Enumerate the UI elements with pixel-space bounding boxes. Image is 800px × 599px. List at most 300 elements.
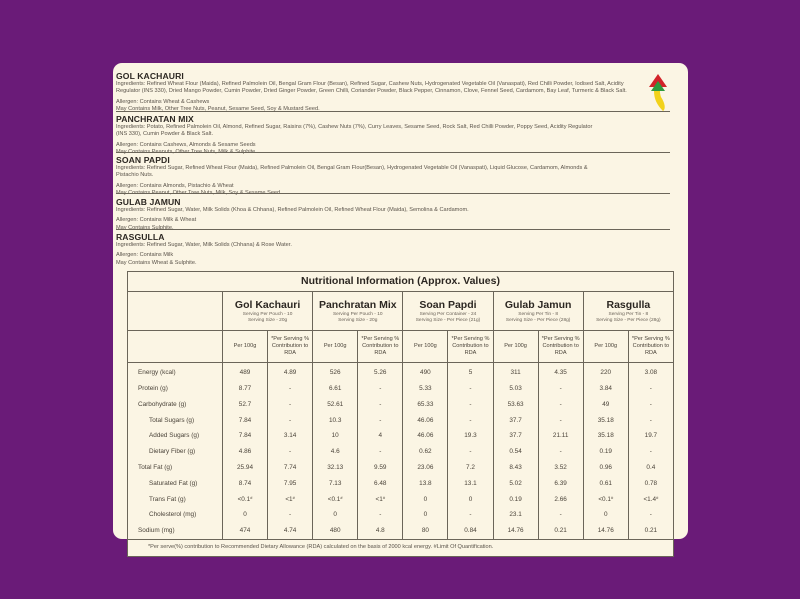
cell-value: 37.7 <box>509 416 522 424</box>
cell-value: 49 <box>602 400 610 408</box>
serving-per-pack: Serving Per Pouch - 10 <box>242 311 293 317</box>
rda-line-3: RDA <box>644 349 657 356</box>
per-100g-value <box>493 476 538 492</box>
per-100g-value <box>583 507 628 523</box>
cell-value: <1.4 <box>643 495 657 503</box>
serving-size: Serving Size - Per Piece (28g) <box>596 317 661 323</box>
per-100g-value <box>403 476 448 492</box>
nutrient-label: Carbohydrate (g) <box>138 400 187 408</box>
cell-value: 32.13 <box>327 463 344 471</box>
product-section <box>116 71 676 114</box>
rda-value <box>628 428 673 444</box>
cell-value: 0.96 <box>599 463 612 471</box>
serving-size: Serving Size - Per Piece (21g) <box>415 317 481 323</box>
per-100g-value <box>403 444 448 460</box>
per-100g-value <box>493 428 538 444</box>
rda-value <box>628 444 673 460</box>
product-name: Soan Papdi <box>419 298 477 311</box>
table-row <box>128 460 674 476</box>
may-contain-text: May Contains Milk, Other Tree Nuts, Peanut, Sesame Seed, Soy & Mustard Seed. <box>116 106 320 113</box>
serving-per-pack: Serving Per Tin - 8 <box>608 311 649 317</box>
cell-value: 526 <box>329 369 341 377</box>
rda-value <box>628 397 673 413</box>
rda-value <box>358 507 403 523</box>
cell-value: 0.78 <box>644 479 658 487</box>
cell-value: - <box>289 384 292 392</box>
cell-value: 0.61 <box>599 479 612 487</box>
cell-value: - <box>559 511 562 519</box>
loq-mark: # <box>340 494 343 500</box>
cell-value: 0.62 <box>419 448 432 456</box>
product-name: Panchratan Mix <box>318 298 397 311</box>
cell-value: 6.48 <box>374 479 387 487</box>
rda-value <box>448 397 493 413</box>
product-title: SOAN PAPDI <box>116 155 170 165</box>
may-contain-text: May Contains Peanuts, Other Tree Nuts, Milk & Sulphite. <box>116 149 257 156</box>
cell-value: 5 <box>468 369 473 377</box>
nutrition-title: Nutritional Information (Approx. Values) <box>128 272 674 292</box>
cell-value: - <box>289 400 292 408</box>
rda-line-1: *Per Serving % <box>361 336 400 343</box>
serving-size: Serving Size - 20g <box>338 317 378 323</box>
cell-value: - <box>559 448 562 456</box>
cell-value: 35.18 <box>597 416 614 424</box>
per-100g-value <box>493 523 538 539</box>
per-100g-value <box>403 412 448 428</box>
cell-value: - <box>649 511 652 519</box>
cell-value: 0.84 <box>464 527 477 535</box>
rda-value <box>538 381 583 397</box>
cell-value: <0.1 <box>598 495 611 503</box>
rda-value <box>358 444 403 460</box>
cell-value: 0 <box>468 495 473 503</box>
allergen-text: Allergen: Contains Milk <box>116 252 174 259</box>
per-100g-header: Per 100g <box>583 331 628 363</box>
per-100g-value <box>313 381 358 397</box>
cell-value: 0.19 <box>509 495 522 503</box>
per-100g-value <box>583 412 628 428</box>
rda-value <box>448 491 493 507</box>
product-title: PANCHRATAN MIX <box>116 114 194 124</box>
cell-value: 0.19 <box>599 448 612 456</box>
per-100g-value <box>223 460 268 476</box>
cell-value: 13.1 <box>464 479 477 487</box>
rda-value <box>628 476 673 492</box>
cell-value: 8.74 <box>238 479 252 487</box>
loq-mark: # <box>656 494 659 500</box>
cell-value: - <box>559 384 562 392</box>
rda-value <box>358 523 403 539</box>
rda-header <box>628 331 673 363</box>
rda-value <box>538 523 583 539</box>
product-name: Gulab Jamun <box>504 298 572 311</box>
rda-line-3: RDA <box>464 349 477 356</box>
ingredients-text-cont: Regulator (INS 330), Dried Mango Powder, Cumin Powder, Dried Ginger Powder, Green Chilli, Coriander Powder, Black Pepper, Cinnamon, Clove, Fennel Seed, Cardamom, Bay Leaf, Turmeric & Black Salt. <box>116 88 627 95</box>
allergen-text: Allergen: Contains Milk & Wheat <box>116 217 197 224</box>
per-100g-value <box>583 363 628 381</box>
per-100g-value <box>493 507 538 523</box>
rda-value <box>268 381 313 397</box>
footnote: *Per serve(%) contribution to Recommended Dietary Allowance (RDA) calculated on the basis of 2000 kcal energy. #Limit Of Quantification. <box>128 539 674 556</box>
product-name: Gol Kachauri <box>234 298 301 311</box>
rda-value <box>268 460 313 476</box>
product-column-header <box>403 292 493 331</box>
section-divider <box>116 152 670 153</box>
cell-value: - <box>469 448 472 456</box>
nutrient-label: Protein (g) <box>138 384 168 392</box>
rda-line-3: RDA <box>554 349 567 356</box>
rda-line-2: Contribution to <box>542 343 579 350</box>
cell-value: 13.8 <box>419 479 432 487</box>
nutrient-label: Total Sugars (g) <box>149 416 195 424</box>
rda-value <box>538 397 583 413</box>
may-contain-text: May Contains Wheat & Sulphite. <box>116 259 197 266</box>
rda-header <box>358 331 403 363</box>
cell-value: 6.61 <box>328 384 342 392</box>
cell-value: 489 <box>239 369 251 377</box>
per-100g-value <box>313 491 358 507</box>
nutrient-label: Saturated Fat (g) <box>149 479 198 487</box>
may-contain-text: May Contains Peanut, Other Tree Nuts, Milk, Soy & Sesame Seed. <box>116 190 282 197</box>
rda-value <box>448 507 493 523</box>
serving-size: Serving Size - Per Piece (28g) <box>505 317 571 323</box>
rda-value <box>268 428 313 444</box>
cell-value: 7.74 <box>283 463 297 471</box>
cell-value: - <box>379 400 382 408</box>
may-contain-text: May Contains Sulphite. <box>116 224 174 231</box>
cell-value: 80 <box>421 527 429 535</box>
cell-value: 14.76 <box>597 527 614 535</box>
rda-value <box>448 476 493 492</box>
per-100g-value <box>493 363 538 381</box>
cell-value: 0.21 <box>644 527 658 535</box>
rda-value <box>628 381 673 397</box>
product-title: RASGULLA <box>116 232 165 242</box>
cell-value: 7.95 <box>283 479 297 487</box>
cell-value: 2.66 <box>554 495 567 503</box>
product-section <box>116 197 676 232</box>
rda-value <box>538 444 583 460</box>
allergen-text: Allergen: Contains Wheat & Cashews <box>116 98 210 105</box>
per-100g-value <box>223 428 268 444</box>
cell-value: 25.94 <box>237 463 253 471</box>
rda-value <box>358 491 403 507</box>
ingredients-text-cont: (INS 330), Cumin Powder & Black Salt. <box>116 131 213 138</box>
rda-value <box>628 412 673 428</box>
per-100g-header: Per 100g <box>313 331 358 363</box>
cell-value: 7.84 <box>238 432 252 440</box>
per-100g-value <box>223 397 268 413</box>
rda-line-3: RDA <box>284 349 296 356</box>
rda-value <box>448 523 493 539</box>
product-name: Rasgulla <box>606 298 651 311</box>
nutrient-label: Total Fat (g) <box>138 463 173 471</box>
nutrient-label: Cholesterol (mg) <box>149 511 197 519</box>
allergen-text: Allergen: Contains Almonds, Pistachio & Wheat <box>116 182 234 189</box>
cell-value: - <box>379 416 382 424</box>
section-divider <box>116 229 670 230</box>
header-blank-cell <box>128 292 223 331</box>
cell-value: - <box>379 511 382 519</box>
loq-mark: # <box>292 494 295 500</box>
per-100g-value <box>493 381 538 397</box>
cell-value: - <box>289 511 292 519</box>
cell-value: - <box>469 400 472 408</box>
rda-line-2: Contribution to <box>362 343 399 350</box>
rda-value <box>538 363 583 381</box>
per-100g-value <box>223 363 268 381</box>
ingredients-text: Ingredients: Refined Sugar, Water, Milk Solids (Khoa & Chhana), Refined Palmolein Oil, Refined Wheat Flour (Maida), Semolina & Cardamom. <box>116 207 469 213</box>
cell-value: - <box>469 416 472 424</box>
cell-value: 21.11 <box>552 432 569 440</box>
per-100g-value <box>313 460 358 476</box>
per-100g-value <box>403 523 448 539</box>
cell-value: 311 <box>510 369 521 377</box>
cell-value: 3.14 <box>283 432 297 440</box>
per-100g-value <box>493 412 538 428</box>
rda-header <box>538 331 583 363</box>
cell-value: - <box>649 416 652 424</box>
cell-value: 7.2 <box>466 463 475 471</box>
per-100g-value <box>313 476 358 492</box>
per-100g-value <box>313 428 358 444</box>
table-row <box>128 476 674 492</box>
rda-value <box>628 491 673 507</box>
cell-value: 10.3 <box>328 416 342 424</box>
cell-value: - <box>469 511 472 519</box>
cell-value: 3.52 <box>554 463 567 471</box>
cell-value: 14.76 <box>507 527 524 535</box>
cell-value: - <box>649 384 652 392</box>
cell-value: 4.86 <box>238 448 252 456</box>
per-100g-value <box>583 476 628 492</box>
cell-value: 4.89 <box>283 369 297 377</box>
subheader-blank-cell <box>128 331 223 363</box>
rda-value <box>628 507 673 523</box>
ingredients-text: Ingredients: Refined Sugar, Water, Milk Solids (Chhana) & Rose Water. <box>116 242 292 248</box>
rda-value <box>448 363 493 381</box>
per-100g-value <box>583 523 628 539</box>
per-100g-value <box>493 491 538 507</box>
cell-value: 10 <box>331 432 339 440</box>
nutrient-label: Trans Fat (g) <box>149 495 186 503</box>
per-100g-value <box>403 397 448 413</box>
section-divider <box>116 193 670 194</box>
rda-value <box>358 460 403 476</box>
allergen-text: Allergen: Contains Cashews, Almonds & Sesame Seeds <box>116 141 256 148</box>
per-100g-value <box>403 491 448 507</box>
rda-value <box>538 428 583 444</box>
rda-value <box>448 412 493 428</box>
rda-header <box>268 331 313 363</box>
loq-mark: # <box>250 494 253 500</box>
rda-value <box>268 444 313 460</box>
product-column-header <box>493 292 583 331</box>
per-100g-value <box>313 412 358 428</box>
rda-value <box>358 428 403 444</box>
rda-value <box>448 428 493 444</box>
cell-value: - <box>469 384 472 392</box>
per-100g-value <box>403 507 448 523</box>
rda-value <box>628 460 673 476</box>
rda-value <box>538 491 583 507</box>
cell-value: - <box>649 400 652 408</box>
product-column-header <box>583 292 673 331</box>
rda-value <box>358 397 403 413</box>
cell-value: 0.21 <box>554 527 567 535</box>
loq-mark: # <box>610 494 614 500</box>
rda-value <box>268 412 313 428</box>
cell-value: - <box>559 416 562 424</box>
per-100g-value <box>583 491 628 507</box>
rda-value <box>358 381 403 397</box>
product-column-header <box>313 292 403 331</box>
rda-line-2: Contribution to <box>271 343 309 350</box>
cell-value: <1 <box>285 495 293 503</box>
rda-line-1: *Per Serving % <box>541 336 580 343</box>
rda-line-3: RDA <box>374 349 387 356</box>
per-100g-value <box>403 363 448 381</box>
rda-line-2: Contribution to <box>632 343 670 350</box>
product-section <box>116 114 676 157</box>
table-row <box>128 523 674 539</box>
cell-value: 3.84 <box>599 384 612 392</box>
cell-value: 19.3 <box>464 432 477 440</box>
cell-value: - <box>289 448 292 456</box>
rda-value <box>268 491 313 507</box>
rda-value <box>268 507 313 523</box>
per-100g-header: Per 100g <box>403 331 448 363</box>
cell-value: - <box>559 400 562 408</box>
cell-value: <0.1 <box>327 495 341 503</box>
product-title: GOL KACHAURI <box>116 71 184 81</box>
cell-value: 4.6 <box>330 448 340 456</box>
per-100g-value <box>313 363 358 381</box>
per-100g-value <box>403 460 448 476</box>
cell-value: 5.33 <box>419 384 432 392</box>
table-row <box>128 507 674 523</box>
rda-line-2: Contribution to <box>452 343 489 350</box>
per-100g-value <box>223 507 268 523</box>
cell-value: 490 <box>420 369 431 377</box>
per-100g-value <box>313 507 358 523</box>
rda-value <box>358 363 403 381</box>
cell-value: <0.1 <box>237 495 251 503</box>
cell-value: 35.18 <box>597 432 614 440</box>
per-100g-value <box>223 491 268 507</box>
table-row <box>128 444 674 460</box>
serving-per-pack: Serving Per Pouch - 10 <box>332 311 383 317</box>
rda-value <box>268 476 313 492</box>
cell-value: 0 <box>333 511 337 519</box>
per-100g-value <box>583 444 628 460</box>
table-row <box>128 412 674 428</box>
ingredients-text: Ingredients: Refined Wheat Flour (Maida), Refined Palmolein Oil, Bengal Gram Flour (Besan), Refined Sugar, Cashew Nuts, Hydrogenated Vegetable Oil (Vanaspati), Red Chilli Powder, Iodised Salt, Acidity <box>116 81 624 87</box>
table-row <box>128 381 674 397</box>
cell-value: 4.35 <box>554 369 567 377</box>
nutrient-label: Dietary Fiber (g) <box>149 448 196 456</box>
serving-per-pack: Serving Per Tin - 8 <box>518 311 559 317</box>
cell-value: 0 <box>603 511 608 519</box>
cell-value: 0.4 <box>646 463 656 471</box>
cell-value: 4.74 <box>283 527 297 535</box>
cell-value: 7.84 <box>238 416 252 424</box>
loq-mark: # <box>382 494 386 500</box>
cell-value: 23.1 <box>509 511 522 519</box>
per-100g-value <box>583 381 628 397</box>
serving-size: Serving Size - 20g <box>247 317 288 323</box>
rda-header <box>448 331 493 363</box>
per-100g-header: Per 100g <box>493 331 538 363</box>
per-100g-value <box>223 412 268 428</box>
cell-value: 6.39 <box>554 479 567 487</box>
rda-value <box>268 523 313 539</box>
cell-value: 19.7 <box>644 432 658 440</box>
table-row <box>128 363 674 381</box>
rda-value <box>358 412 403 428</box>
cell-value: 53.63 <box>507 400 524 408</box>
cell-value: 37.7 <box>509 432 522 440</box>
product-column-header <box>223 292 313 331</box>
rda-value <box>538 507 583 523</box>
rda-value <box>448 444 493 460</box>
cell-value: 3.08 <box>644 369 658 377</box>
cell-value: 4 <box>378 432 383 440</box>
per-100g-value <box>223 444 268 460</box>
rda-value <box>268 363 313 381</box>
cell-value: 0 <box>423 511 428 519</box>
per-100g-value <box>313 397 358 413</box>
per-100g-value <box>313 523 358 539</box>
rda-value <box>358 476 403 492</box>
cell-value: 480 <box>329 527 341 535</box>
table-row <box>128 428 674 444</box>
per-100g-value <box>403 428 448 444</box>
cell-value: 5.03 <box>509 384 522 392</box>
ingredients-text-cont: Pistachio Nuts. <box>116 172 154 179</box>
cell-value: 46.06 <box>417 416 434 424</box>
per-100g-value <box>493 397 538 413</box>
rda-value <box>628 523 673 539</box>
cell-value: 8.77 <box>238 384 252 392</box>
cell-value: 0 <box>243 511 247 519</box>
cell-value: 65.33 <box>417 400 434 408</box>
cell-value: 5.26 <box>374 369 387 377</box>
per-100g-header: Per 100g <box>223 331 268 363</box>
per-100g-value <box>313 444 358 460</box>
rda-value <box>628 363 673 381</box>
cell-value: 0 <box>423 495 428 503</box>
nutrient-label: Energy (kcal) <box>138 369 176 377</box>
per-100g-value <box>493 444 538 460</box>
cell-value: 9.59 <box>374 463 387 471</box>
rda-value <box>538 412 583 428</box>
section-divider <box>116 111 670 112</box>
cell-value: 0.54 <box>509 448 522 456</box>
per-100g-value <box>223 476 268 492</box>
rda-value <box>268 397 313 413</box>
cell-value: 474 <box>239 527 251 535</box>
cell-value: 220 <box>600 369 612 377</box>
cell-value: 7.13 <box>328 479 342 487</box>
per-100g-value <box>223 523 268 539</box>
rda-value <box>448 381 493 397</box>
table-row <box>128 397 674 413</box>
cell-value: - <box>379 384 382 392</box>
cell-value: <1 <box>375 495 383 503</box>
rda-value <box>538 460 583 476</box>
rda-value <box>448 460 493 476</box>
